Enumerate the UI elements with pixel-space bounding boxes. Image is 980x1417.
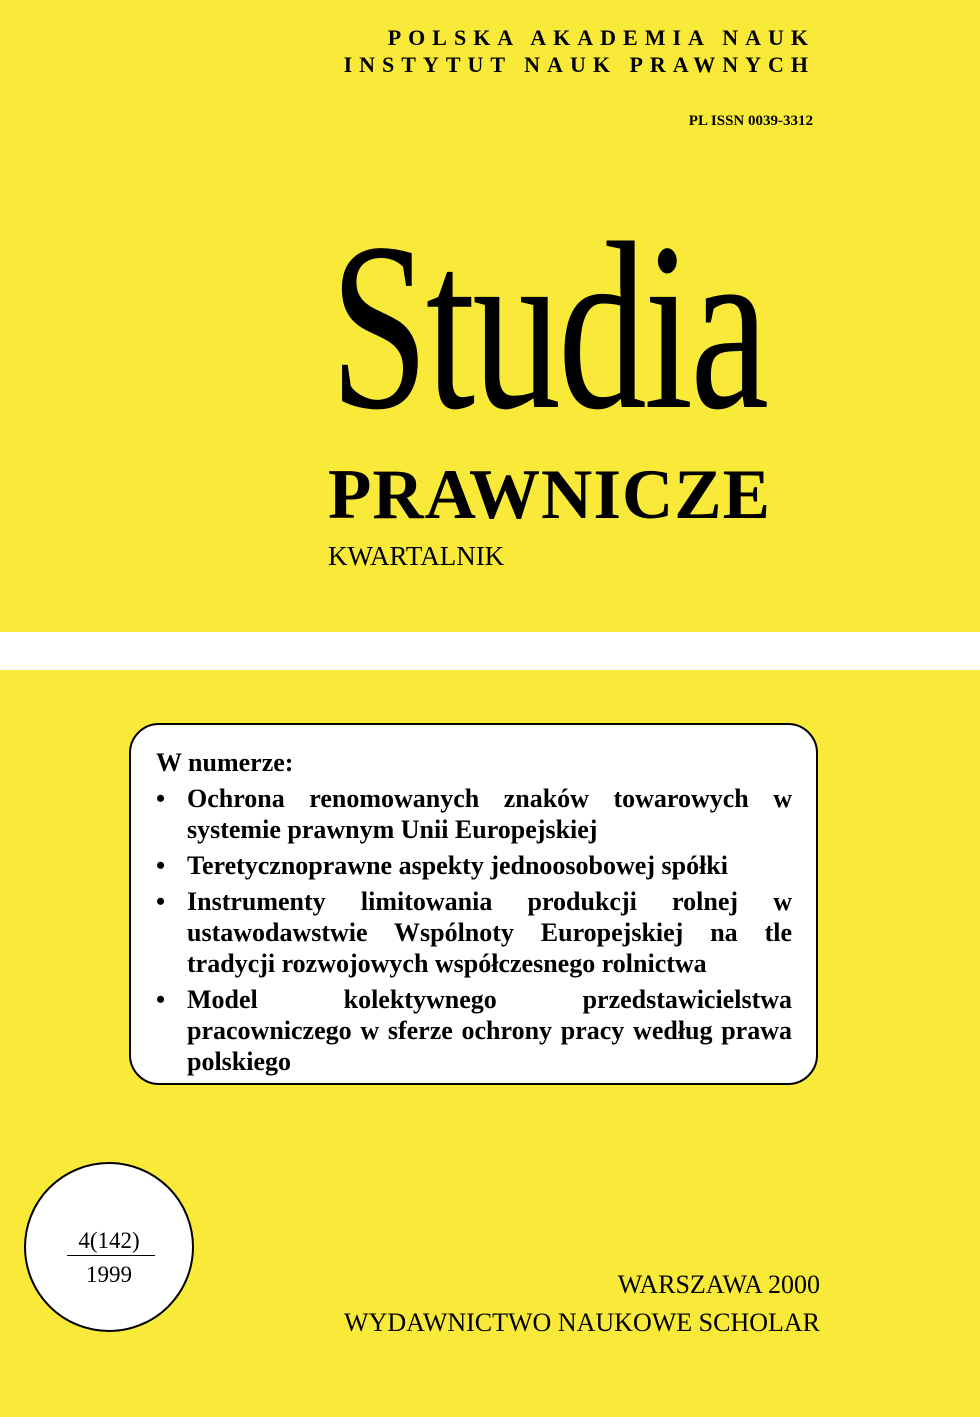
contents-item-text: Model kolektywnego przedstawicielstwa pracowniczego w sferze ochrony pracy według prawa polskiego [187, 985, 792, 1076]
publisher-name: WYDAWNICTWO NAUKOWE SCHOLAR [344, 1308, 820, 1337]
journal-title-main: Studia [330, 193, 767, 459]
publication-place-year: WARSZAWA 2000 [617, 1270, 820, 1299]
contents-item-text: Instrumenty limitowania produkcji rolnej w ustawodawstwie Wspólnoty Europejskiej na tle tradycji rozwojowych współczesnego rolnictwa [187, 887, 792, 978]
institution-line-academy: POLSKA AKADEMIA NAUK [387, 25, 815, 50]
issue-badge [24, 1162, 194, 1332]
issue-number: 4(142) [78, 1228, 140, 1253]
contents-item [156, 984, 792, 1077]
contents-heading: W numerze: [156, 748, 294, 777]
contents-item-text: Ochrona renomowanych znaków towarowych w systemie prawnym Unii Europejskiej [187, 784, 792, 844]
institution-name [343, 24, 815, 78]
bullet-icon: • [156, 784, 166, 813]
contents-box [129, 723, 818, 1085]
journal-type: KWARTALNIK [328, 541, 505, 571]
issn-number: PL ISSN 0039-3312 [688, 113, 813, 129]
bullet-icon: • [156, 887, 166, 916]
contents-list [156, 783, 792, 1077]
contents-item [156, 850, 792, 881]
contents-item [156, 886, 792, 979]
institution-line-institute: INSTYTUT NAUK PRAWNYCH [343, 52, 815, 77]
contents-item-text: Teretycznoprawne aspekty jednoosobowej spółki [187, 851, 728, 880]
issue-year: 1999 [86, 1262, 132, 1287]
white-divider-band [0, 632, 980, 670]
issue-divider-line [67, 1255, 155, 1256]
bullet-icon: • [156, 985, 166, 1014]
journal-title-sub: PRAWNICZE [328, 456, 771, 534]
contents-item [156, 783, 792, 845]
bullet-icon: • [156, 851, 166, 880]
